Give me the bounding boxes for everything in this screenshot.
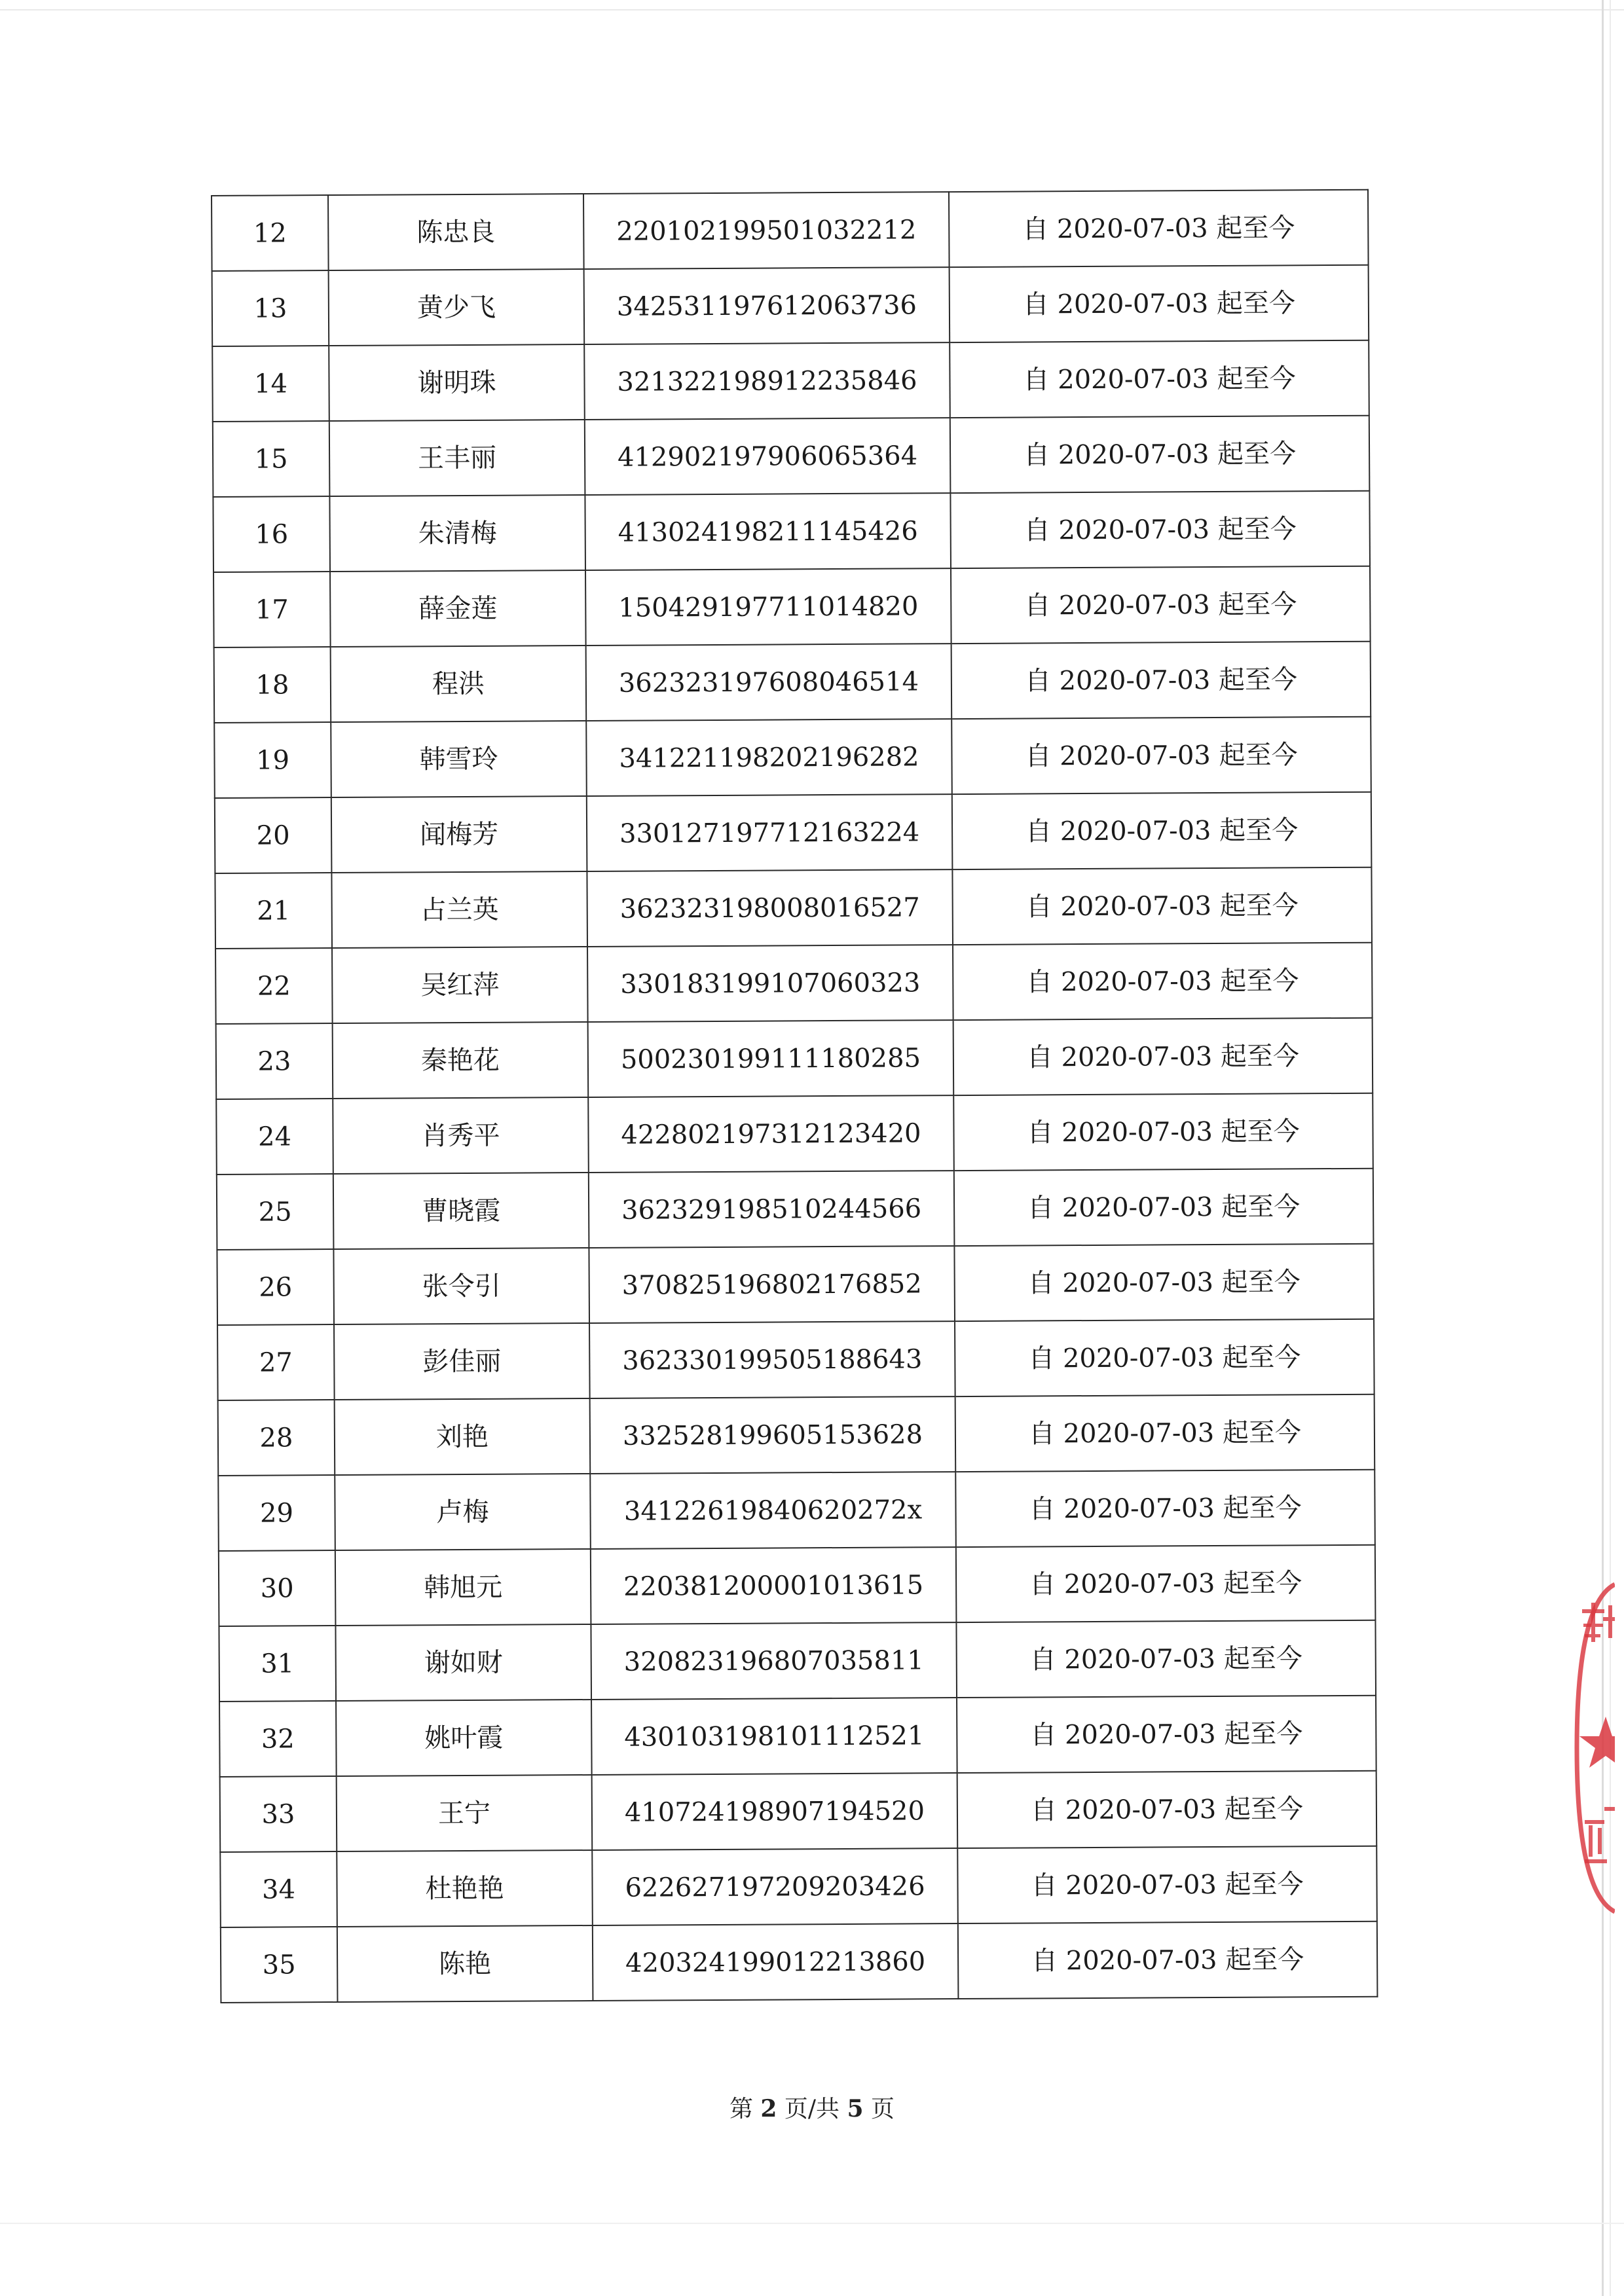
row-id-number: 220381200001013615 xyxy=(591,1547,957,1624)
scan-edge-bottom xyxy=(0,2223,1624,2224)
row-period: 自 2020-07-03 起至今 xyxy=(950,491,1370,568)
table-row xyxy=(221,1922,1378,2003)
seal-star-icon xyxy=(1579,1717,1615,1768)
row-id-number: 220102199501032212 xyxy=(583,192,950,269)
row-period: 自 2020-07-03 起至今 xyxy=(951,717,1371,794)
roster-body xyxy=(212,190,1377,2003)
row-id-number: 342531197612063736 xyxy=(584,267,950,344)
table-row xyxy=(217,1319,1375,1400)
row-period: 自 2020-07-03 起至今 xyxy=(954,1169,1374,1246)
row-id-number: 341221198202196282 xyxy=(586,719,952,796)
row-id-number: 321322198912235846 xyxy=(584,342,950,420)
row-id-number: 430103198101112521 xyxy=(591,1698,957,1775)
row-name: 占兰英 xyxy=(331,871,587,948)
row-number: 19 xyxy=(214,722,331,798)
row-number: 33 xyxy=(220,1776,337,1852)
row-number: 25 xyxy=(217,1174,334,1250)
row-number: 23 xyxy=(216,1023,333,1099)
row-period: 自 2020-07-03 起至今 xyxy=(954,1244,1374,1321)
row-period: 自 2020-07-03 起至今 xyxy=(953,943,1373,1020)
footer-total-pages: 5 xyxy=(847,2095,864,2123)
row-number: 20 xyxy=(215,797,332,873)
table-row xyxy=(219,1696,1376,1777)
table-row xyxy=(219,1620,1376,1702)
row-name: 朱清梅 xyxy=(329,495,585,572)
row-name: 王宁 xyxy=(337,1775,593,1851)
row-number: 22 xyxy=(215,948,333,1024)
scan-edge-top xyxy=(0,9,1624,10)
row-name: 谢如财 xyxy=(335,1624,591,1701)
row-name: 曹晓霞 xyxy=(333,1173,589,1249)
table-row xyxy=(217,1169,1374,1250)
row-period: 自 2020-07-03 起至今 xyxy=(955,1319,1375,1396)
table-row xyxy=(220,1846,1377,1927)
row-id-number: 370825196802176852 xyxy=(589,1246,955,1323)
row-name: 刘艳 xyxy=(335,1398,591,1475)
row-period: 自 2020-07-03 起至今 xyxy=(953,1093,1373,1171)
row-number: 13 xyxy=(212,270,329,346)
page-footer xyxy=(0,2090,1624,2124)
row-number: 35 xyxy=(221,1927,338,2003)
row-period: 自 2020-07-03 起至今 xyxy=(957,1771,1377,1848)
row-period: 自 2020-07-03 起至今 xyxy=(956,1620,1376,1698)
row-period: 自 2020-07-03 起至今 xyxy=(953,1018,1373,1095)
row-name: 姚叶霞 xyxy=(336,1700,592,1776)
table-row xyxy=(216,1018,1373,1099)
row-name: 薛金莲 xyxy=(330,570,586,647)
row-id-number: 413024198211145426 xyxy=(585,493,951,570)
row-period: 自 2020-07-03 起至今 xyxy=(958,1922,1378,1999)
row-number: 28 xyxy=(218,1400,335,1476)
table-row xyxy=(214,717,1371,798)
row-id-number: 362323197608046514 xyxy=(586,644,952,721)
row-id-number: 362329198510244566 xyxy=(589,1171,955,1248)
row-number: 24 xyxy=(216,1099,333,1175)
row-period: 自 2020-07-03 起至今 xyxy=(950,265,1369,342)
row-id-number: 330183199107060323 xyxy=(587,945,953,1022)
table-row xyxy=(218,1470,1375,1551)
row-id-number: 320823196807035811 xyxy=(591,1622,957,1700)
red-seal-stamp xyxy=(1562,1571,1615,1925)
row-id-number: 412902197906065364 xyxy=(585,418,951,495)
row-number: 31 xyxy=(219,1626,336,1702)
scan-edge-right-inner xyxy=(1610,0,1611,2296)
row-id-number: 34122619840620272x xyxy=(590,1472,956,1549)
row-name: 杜艳艳 xyxy=(337,1850,593,1927)
table-row xyxy=(219,1545,1376,1626)
row-id-number: 622627197209203426 xyxy=(592,1848,958,1925)
row-id-number: 330127197712163224 xyxy=(587,794,953,871)
row-name: 韩雪玲 xyxy=(331,721,587,797)
row-number: 29 xyxy=(218,1475,335,1551)
table-row xyxy=(213,491,1370,572)
row-period: 自 2020-07-03 起至今 xyxy=(955,1394,1375,1472)
row-period: 自 2020-07-03 起至今 xyxy=(949,190,1369,267)
table-row xyxy=(214,642,1371,723)
row-name: 闻梅芳 xyxy=(331,796,587,873)
table-row xyxy=(212,190,1369,271)
row-period: 自 2020-07-03 起至今 xyxy=(952,867,1372,945)
table-row xyxy=(213,416,1370,497)
footer-middle: 页/共 xyxy=(784,2096,840,2123)
footer-suffix: 页 xyxy=(871,2096,895,2123)
row-name: 张令引 xyxy=(333,1248,589,1324)
row-number: 15 xyxy=(213,421,330,497)
row-name: 陈艳 xyxy=(337,1925,593,2002)
row-id-number: 150429197711014820 xyxy=(585,568,951,646)
row-id-number: 500230199111180285 xyxy=(588,1020,954,1097)
row-number: 27 xyxy=(217,1324,335,1400)
row-period: 自 2020-07-03 起至今 xyxy=(950,340,1369,418)
table-row xyxy=(212,340,1369,422)
row-name: 谢明珠 xyxy=(329,344,585,421)
row-name: 王丰丽 xyxy=(329,420,585,496)
row-name: 程洪 xyxy=(331,646,587,722)
table-row xyxy=(213,566,1371,647)
table-row xyxy=(215,943,1373,1024)
row-number: 17 xyxy=(213,572,331,647)
row-period: 自 2020-07-03 起至今 xyxy=(950,416,1370,493)
row-id-number: 410724198907194520 xyxy=(592,1773,958,1850)
row-number: 34 xyxy=(220,1851,337,1927)
table-row xyxy=(216,1093,1373,1175)
row-id-number: 422802197312123420 xyxy=(588,1095,954,1173)
row-period: 自 2020-07-03 起至今 xyxy=(951,642,1371,719)
seal-glyph-top xyxy=(1582,1603,1615,1642)
footer-current-page: 2 xyxy=(760,2095,777,2123)
table-row xyxy=(212,265,1369,346)
table-row xyxy=(218,1394,1375,1476)
row-period: 自 2020-07-03 起至今 xyxy=(952,792,1372,869)
row-period: 自 2020-07-03 起至今 xyxy=(956,1545,1376,1622)
row-number: 16 xyxy=(213,496,330,572)
row-name: 彭佳丽 xyxy=(334,1323,590,1400)
row-id-number: 420324199012213860 xyxy=(593,1923,959,2001)
row-name: 秦艳花 xyxy=(333,1022,589,1099)
row-id-number: 362323198008016527 xyxy=(587,869,953,947)
row-number: 26 xyxy=(217,1249,334,1325)
row-name: 卢梅 xyxy=(335,1474,591,1550)
row-name: 黄少飞 xyxy=(329,269,585,346)
row-name: 肖秀平 xyxy=(333,1097,589,1174)
row-id-number: 362330199505188643 xyxy=(589,1321,955,1398)
row-number: 18 xyxy=(214,647,331,723)
row-period: 自 2020-07-03 起至今 xyxy=(957,1696,1376,1773)
row-period: 自 2020-07-03 起至今 xyxy=(951,566,1371,644)
footer-prefix: 第 xyxy=(729,2096,753,2123)
row-name: 吴红萍 xyxy=(332,947,588,1023)
row-period: 自 2020-07-03 起至今 xyxy=(955,1470,1375,1547)
row-number: 14 xyxy=(212,346,329,422)
table-row xyxy=(215,792,1372,873)
scan-edge-right xyxy=(1602,0,1604,2296)
row-number: 32 xyxy=(219,1701,337,1777)
row-number: 21 xyxy=(215,873,332,949)
roster-table xyxy=(211,189,1378,2003)
table-row xyxy=(215,867,1372,949)
row-name: 韩旭元 xyxy=(335,1549,591,1626)
row-id-number: 332528199605153628 xyxy=(590,1396,956,1474)
table-row xyxy=(220,1771,1377,1852)
seal-glyph-bottom xyxy=(1585,1807,1615,1863)
row-number: 12 xyxy=(212,195,329,271)
table-row xyxy=(217,1244,1374,1325)
row-period: 自 2020-07-03 起至今 xyxy=(957,1846,1377,1923)
row-name: 陈忠良 xyxy=(328,194,584,270)
row-number: 30 xyxy=(219,1550,336,1626)
